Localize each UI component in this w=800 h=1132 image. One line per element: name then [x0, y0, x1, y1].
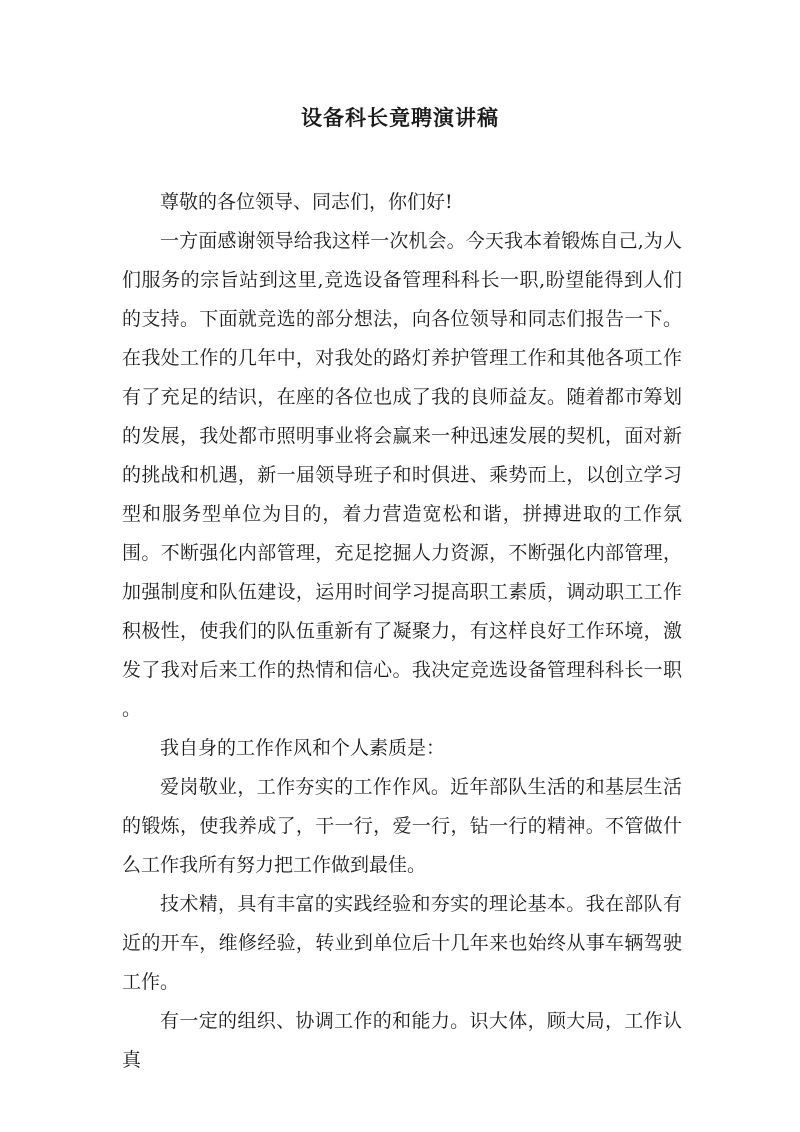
paragraph-work-style: 爱岗敬业，工作夯实的工作作风。近年部队生活的和基层生活的锻炼，使我养成了，干一行，爱一行，钻一行的精神。不管做什么工作我所有努力把工作做到最佳。 [122, 776, 682, 876]
paragraph-organization-ability: 有一定的组织、协调工作的和能力。识大体，顾大局，工作认真 [122, 1010, 682, 1071]
paragraph-technical-skill: 技术精，具有丰富的实践经验和夯实的理论基本。我在部队有近的开车，维修经验，转业到单位后十几年来也始终从事车辆驾驶工作。 [122, 893, 682, 993]
paragraph-introduction: 一方面感谢领导给我这样一次机会。今天我本着锻炼自己,为人们服务的宗旨站到这里,竞选设备管理科科长一职,盼望能得到人们的支持。下面就竞选的部分想法，向各位领导和同志们报告一下。在我处工作的几年中，对我处的路灯养护管理工作和其他各项工作有了充足的结识，在座的各位也成了我的良师益友。随着都市筹划的发展，我处都市照明事业将会赢来一种迅速发展的契机，面对新的挑战和机遇，新一届领导班子和时俱进、乘势而上，以创立学习型和服务型单位为目的，着力营造宽松和谐，拼搏进取的工作氛围。不断强化内部管理，充足挖掘人力资源，不断强化内部管理，加强制度和队伍建设，运用时间学习提高职工素质，调动职工工作积极性，使我们的队伍重新有了凝聚力，有这样良好工作环境，激发了我对后来工作的热情和信心。我决定竞选设备管理科科长一职 。 [122, 230, 682, 720]
document-title: 设备科长竟聘演讲稿 [301, 105, 499, 130]
paragraph-greeting: 尊敬的各位领导、同志们，你们好! [160, 191, 453, 213]
document-body [122, 183, 682, 1080]
paragraph-qualities-heading: 我自身的工作作风和个人素质是： [160, 737, 446, 759]
